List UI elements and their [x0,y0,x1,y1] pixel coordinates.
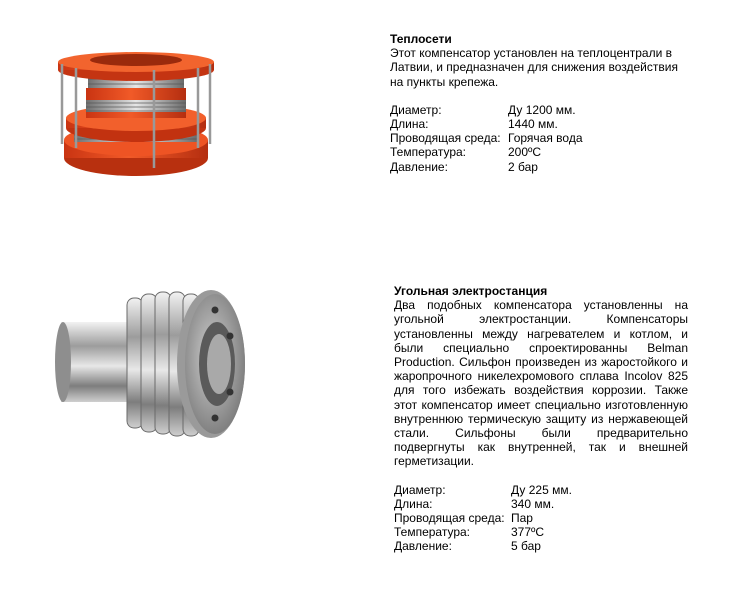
spec-row-diameter [394,483,688,497]
spec-value: 2 бар [508,159,538,174]
spec-value: Ду 225 мм. [511,482,572,497]
heating-network-text [390,32,688,174]
spec-value: 200ºC [508,145,542,160]
spec-label: Диаметр: [390,102,442,117]
spec-label: Проводящая среда: [390,131,501,146]
heating-network-description [390,46,688,89]
spec-label: Давление: [390,159,448,174]
description-line: Этот компенсатор установлен на теплоцентрали в [390,46,672,61]
spec-label: Диаметр: [394,482,446,497]
description-line: на пункты крепежа. [390,74,499,89]
spec-row-diameter [390,103,688,117]
spec-value: Горячая вода [508,131,583,146]
spec-value: 377ºC [511,525,545,540]
spec-label: Температура: [394,525,471,540]
spec-value: 1440 мм. [508,117,558,132]
spec-label: Длина: [394,496,433,511]
heating-network-specs [390,103,688,174]
spec-row-medium [390,131,688,145]
coal-power-plant-text [394,284,688,554]
spec-label: Температура: [390,145,467,160]
spec-row-temperature [390,145,688,159]
coal-power-plant-specs [394,483,688,554]
spec-label: Давление: [394,539,452,554]
spec-label: Длина: [390,117,429,132]
description-line: Латвии, и предназначен для снижения воздействия [390,60,678,75]
spec-label: Проводящая среда: [394,511,505,526]
spec-value: Ду 1200 мм. [508,102,576,117]
heating-compensator-photo [50,40,220,190]
spec-row-temperature [394,525,688,539]
spec-value: 5 бар [511,539,541,554]
spec-row-pressure [390,160,688,174]
power-plant-compensator-photo [55,280,255,455]
spec-row-medium [394,511,688,525]
heating-network-title: Теплосети [390,32,452,46]
spec-row-length [394,497,688,511]
spec-value: Пар [511,511,533,526]
spec-row-length [390,117,688,131]
coal-power-plant-title: Угольная электростанция [394,284,548,298]
coal-power-plant-description: Два подобных компенсатора установленны на угольной электростанции. Компенсаторы установленны между нагревателем и котлом, и были специально спроектированны Belman Production. Сильфон произведен из жаростойкого и жаропрочного никелехромового сплава Incolov 825 для того избежать воздействия коррозии. Также этот компенсатор имеет специально изготовленную внутреннюю термическую защиту из нержавеющей стали. Сильфоны были предварительно подвергнуты как внутренней, так и внешней герметизации. [394,298,688,469]
spec-value: 340 мм. [511,496,555,511]
spec-row-pressure [394,539,688,553]
